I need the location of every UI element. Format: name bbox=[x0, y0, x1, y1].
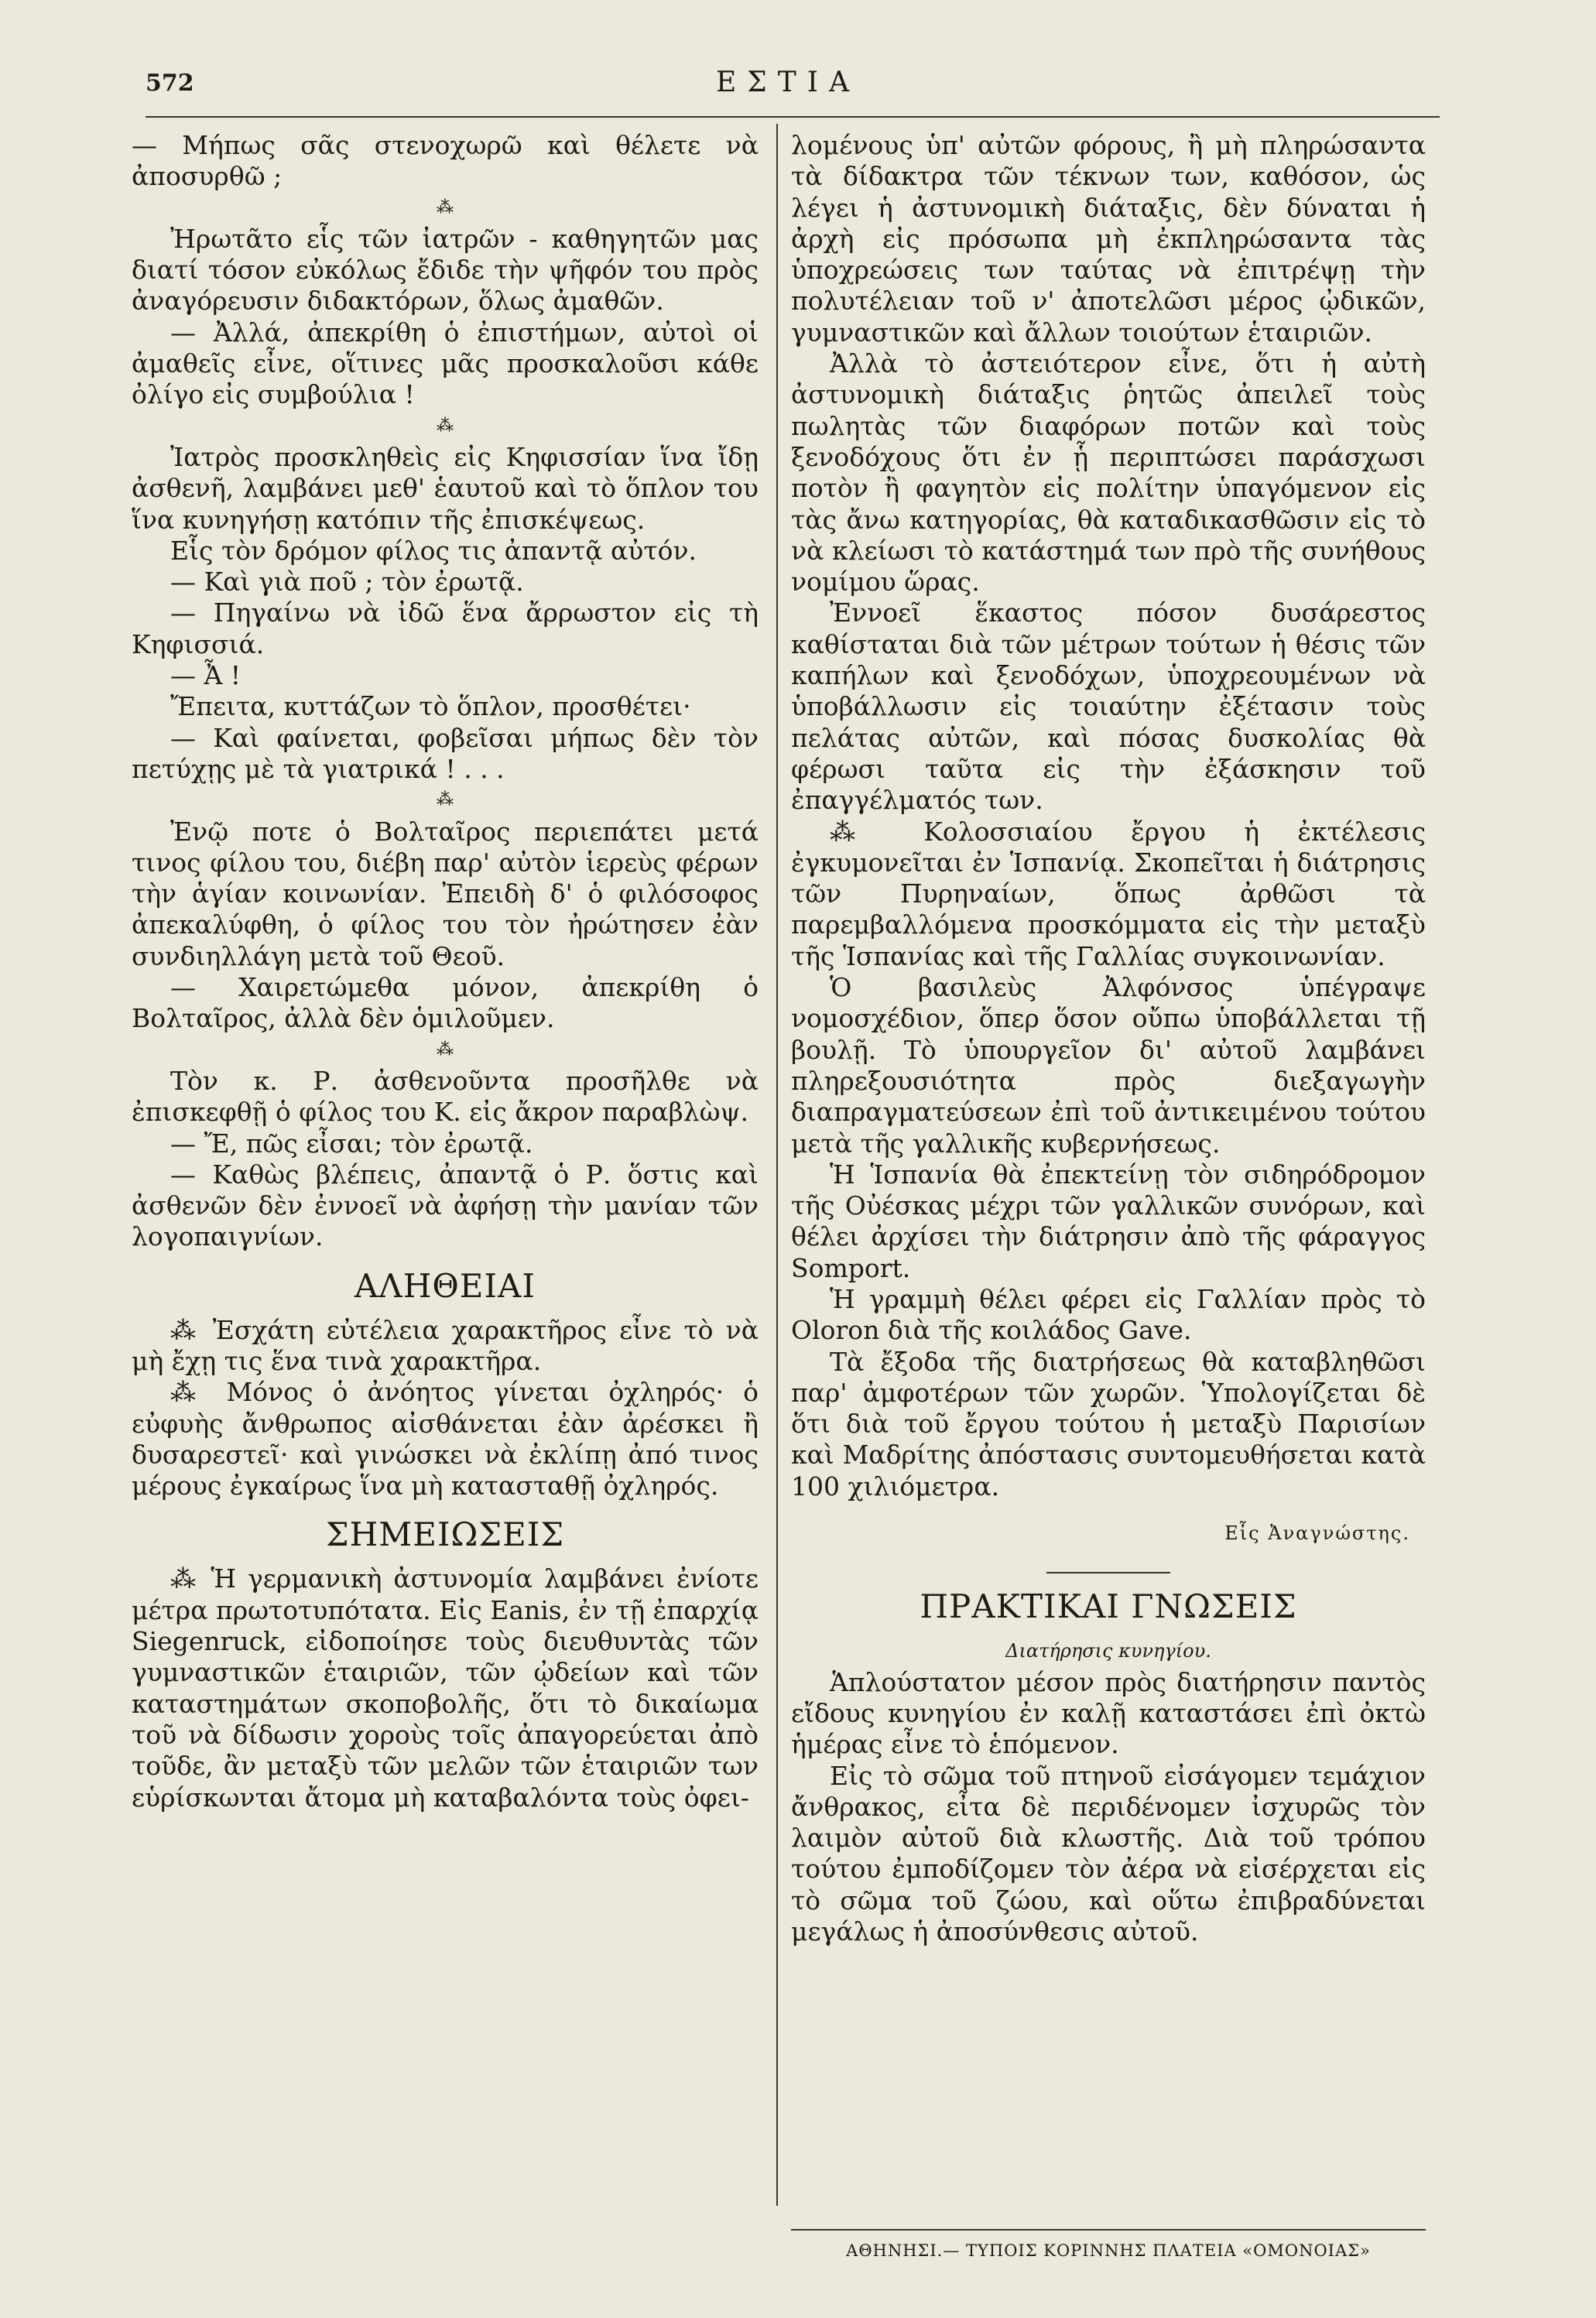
journal-title: ΕΣΤΙΑ bbox=[716, 67, 860, 98]
aphorism-paragraph: ⁂ Ἐσχάτη εὐτέλεια χαρακτῆρος εἶνε τὸ νὰ μὴ ἔχῃ τις ἕνα τινὰ χαρακτῆρα. bbox=[132, 1314, 759, 1376]
anecdote-paragraph: — Μήπως σᾶς στενοχωρῶ καὶ θέλετε νὰ ἀποσυρθῶ ; bbox=[132, 130, 759, 192]
anecdote-paragraph: — Ἆ ! bbox=[170, 660, 241, 691]
column-divider bbox=[776, 124, 778, 2206]
anecdote-paragraph: Τὸν κ. Ρ. ἀσθενοῦντα προσῆλθε νὰ ἐπισκεφθῇ ὁ φίλος του Κ. εἰς ἄκρον παραβλὼψ. bbox=[132, 1065, 759, 1128]
anecdote-paragraph: Ἔπειτα, κυττάζων τὸ ὅπλον, προσθέτει· bbox=[170, 691, 691, 722]
imprint-rule bbox=[791, 2229, 1426, 2231]
anecdote-paragraph: — Καθὼς βλέπεις, ἀπαντᾷ ὁ Ρ. ὅστις καὶ ἀσθενῶν δὲν ἐννοεῖ νὰ ἀφήσῃ τὴν μανίαν τῶν λογοπαιγνίων. bbox=[132, 1159, 759, 1252]
anecdote-paragraph: Ἐνῷ ποτε ὁ Βολταῖρος περιεπάτει μετά τινος φίλου του, διέβη παρ' αὐτὸν ἱερεὺς φέρων τὴν ἁγίαν κοινωνίαν. Ἐπειδὴ δ' ὁ φιλόσοφος ἀπεκαλύφθη, ὁ φίλος του τὸν ἠρώτησεν ἐὰν συνδιηλλάγη μετὰ τοῦ Θεοῦ. bbox=[132, 816, 759, 971]
notes-paragraph: Ἡ Ἱσπανία θὰ ἐπεκτείνῃ τὸν σιδηρόδρομον τῆς Οὐέσκας μέχρι τῶν γαλλικῶν συνόρων, καὶ θέλει ἀρχίσει τὴν διάτρησιν ἀπὸ τῆς φάραγγος Somport. bbox=[791, 1159, 1426, 1283]
simeioseis-heading: ΣΗΜΕΙΩΣΕΙΣ bbox=[325, 1515, 565, 1554]
header-rule bbox=[146, 116, 1440, 118]
anecdote-paragraph: — Καὶ φαίνεται, φοβεῖσαι μήπως δὲν τὸν πετύχῃς μὲ τὰ γιατρικά ! . . . bbox=[132, 722, 759, 784]
printer-imprint: ΑΘΗΝΗΣΙ.— ΤΥΠΟΙΣ ΚΟΡΙΝΝΗΣ ΠΛΑΤΕΙΑ «ΟΜΟΝΟΙΑΣ» bbox=[846, 2241, 1371, 2260]
right-column bbox=[791, 130, 1426, 1947]
anecdote-paragraph: Ἠρωτᾶτο εἷς τῶν ἰατρῶν - καθηγητῶν μας διατί τόσον εὐκόλως ἔδιδε τὴν ψῆφόν του πρὸς ἀναγόρευσιν διδακτόρων, ὅλως ἀμαθῶν. bbox=[132, 223, 759, 317]
notes-paragraph: Ἀλλὰ τὸ ἀστειότερον εἶνε, ὅτι ἡ αὐτὴ ἀστυνομικὴ διάταξις ῥητῶς ἀπειλεῖ τοὺς πωλητὰς τῶν διαφόρων ποτῶν καὶ τοὺς ξενοδόχους ὅτι ἐν ᾗ περιπτώσει παράσχωσι ποτὸν ἢ φαγητὸν εἰς πολίτην ὑπαγόμενον εἰς τὰς ἄνω κατηγορίας, θὰ καταδικασθῶσιν εἰς τὸ νὰ κλείωσι τὸ κατάστημά των πρὸ τῆς συνήθους νομίμου ὥρας. bbox=[791, 348, 1426, 597]
page-header bbox=[146, 62, 1430, 108]
section-separator: ⁂ bbox=[437, 416, 454, 436]
anecdote-paragraph: — Ἀλλά, ἀπεκρίθη ὁ ἐπιστήμων, αὐτοὶ οἱ ἀμαθεῖς εἶνε, οἵτινες μᾶς προσκαλοῦσι κάθε ὀλίγο εἰς συμβούλια ! bbox=[132, 317, 759, 410]
notes-paragraph: λομένους ὑπ' αὐτῶν φόρους, ἢ μὴ πληρώσαντα τὰ δίδακτρα τῶν τέκνων των, καθόσον, ὡς λέγει ἡ ἀστυνομικὴ διάταξις, δὲν δύναται ἡ ἀρχὴ εἰς πρόσωπα μὴ ἐκπληρώσαντα τὰς ὑποχρεώσεις των ταύτας νὰ ἐπιτρέψῃ τὴν πολυτέλειαν τοῦ ν' ἀποτελῶσι μέρος ᾠδικῶν, γυμναστικῶν καὶ ἄλλων τοιούτων ἑταιριῶν. bbox=[791, 130, 1426, 348]
notes-paragraph: Ὁ βασιλεὺς Ἀλφόνσος ὑπέγραψε νομοσχέδιον, ὅπερ ὅσον οὔπω ὑποβάλλεται τῇ βουλῇ. Τὸ ὑπουργεῖον δι' αὐτοῦ λαμβάνει πληρεξουσιότητα πρὸς διεξαγωγὴν διαπραγματεύσεων ἐπὶ τοῦ ἀντικειμένου τούτου μετὰ τῆς γαλλικῆς κυβερνήσεως. bbox=[791, 972, 1426, 1159]
page-number: 572 bbox=[146, 70, 194, 97]
aphorism-paragraph: ⁂ Μόνος ὁ ἀνόητος γίνεται ὀχληρός· ὁ εὐφυὴς ἄνθρωπος αἰσθάνεται ἐὰν ἀρέσκει ἢ δυσαρεστεῖ· καὶ γινώσκει νὰ ἐκλίπῃ ἀπό τινος μέρους ἐγκαίρως ἵνα μὴ κατασταθῇ ὀχληρός. bbox=[132, 1377, 759, 1501]
notes-paragraph: Τὰ ἔξοδα τῆς διατρήσεως θὰ καταβληθῶσι παρ' ἀμφοτέρων τῶν χωρῶν. Ὑπολογίζεται δὲ ὅτι διὰ τοῦ ἔργου τούτου ἡ μεταξὺ Παρισίων καὶ Μαδρίτης ἀπόστασις συντομευθήσεται κατὰ 100 χιλιόμετρα. bbox=[791, 1346, 1426, 1501]
tips-paragraph: Εἰς τὸ σῶμα τοῦ πτηνοῦ εἰσάγομεν τεμάχιον ἄνθρακος, εἶτα δὲ περιδένομεν ἰσχυρῶς τὸν λαιμὸν αὐτοῦ διὰ κλωστῆς. Διὰ τοῦ τρόπου τούτου ἐμποδίζομεν τὸν ἀέρα νὰ εἰσέρχεται εἰς τὸ σῶμα τοῦ ζώου, καὶ οὕτω ἐπιβραδύνεται μεγάλως ἡ ἀποσύνθεσις αὐτοῦ. bbox=[791, 1760, 1426, 1947]
anecdote-paragraph: — Χαιρετώμεθα μόνον, ἀπεκρίθη ὁ Βολταῖρος, ἀλλὰ δὲν ὁμιλοῦμεν. bbox=[132, 972, 759, 1034]
section-separator: ⁂ bbox=[437, 1039, 454, 1060]
notes-paragraph: Ἐννοεῖ ἕκαστος πόσον δυσάρεστος καθίσταται διὰ τῶν μέτρων τούτων ἡ θέσις τῶν καπήλων καὶ ξενοδόχων, ὑποχρεουμένων νὰ ὑποβάλλωσιν εἰς τοιαύτην ἐξέτασιν τοὺς πελάτας αὐτῶν, καὶ πόσας δυσκολίας θὰ φέρωσι ταῦτα εἰς τὴν ἐξάσκησιν τοῦ ἐπαγγέλματός των. bbox=[791, 597, 1426, 816]
section-rule bbox=[1046, 1572, 1170, 1573]
anecdote-paragraph: — Ἔ, πῶς εἶσαι; τὸν ἐρωτᾷ. bbox=[170, 1128, 533, 1159]
aletheiai-heading: ΑΛΗΘΕΙΑΙ bbox=[354, 1266, 536, 1305]
tips-paragraph: Ἁπλούστατον μέσον πρὸς διατήρησιν παντὸς εἴδους κυνηγίου ἐν καλῇ καταστάσει ἐπὶ ὀκτὼ ἡμέρας εἶνε τὸ ἑπόμενον. bbox=[791, 1666, 1426, 1760]
section-separator: ⁂ bbox=[437, 197, 454, 217]
notes-paragraph: ⁂ Ἡ γερμανικὴ ἀστυνομία λαμβάνει ἐνίοτε μέτρα πρωτοτυπότατα. Εἰς Eanis, ἐν τῇ ἐπαρχίᾳ Siegenruck, εἰδοποίησε τοὺς διευθυντὰς τῶν γυμναστικῶν ἑταιριῶν, τῶν ᾠδείων καὶ τῶν καταστημάτων σκοποβολῆς, ὅτι τὸ δικαίωμα τοῦ νὰ δίδωσιν χοροὺς τοῖς ἀπαγορεύεται ἀπὸ τοῦδε, ἂν μεταξὺ τῶν μελῶν τῶν ἑταιριῶν των εὑρίσκωνται ἄτομα μὴ καταβαλόντα τοὺς ὀφει- bbox=[132, 1563, 759, 1813]
notes-paragraph: Ἡ γραμμὴ θέλει φέρει εἰς Γαλλίαν πρὸς τὸ Oloron διὰ τῆς κοιλάδος Gave. bbox=[791, 1283, 1426, 1346]
anecdote-paragraph: Εἷς τὸν δρόμον φίλος τις ἀπαντᾷ αὐτόν. bbox=[170, 535, 697, 566]
praktikai-heading: ΠΡΑΚΤΙΚΑΙ ΓΝΩΣΕΙΣ bbox=[920, 1587, 1297, 1626]
section-separator: ⁂ bbox=[437, 790, 454, 810]
left-column bbox=[132, 130, 759, 1813]
anecdote-paragraph: — Πηγαίνω νὰ ἰδῶ ἕνα ἄρρωστον εἰς τὴ Κηφισσιά. bbox=[132, 597, 759, 659]
praktikai-subheading: Διατήρησις κυνηγίου. bbox=[1005, 1640, 1211, 1662]
notes-paragraph: ⁂ Κολοσσιαίου ἔργου ἡ ἐκτέλεσις ἐγκυμονεῖται ἐν Ἱσπανίᾳ. Σκοπεῖται ἡ διάτρησις τῶν Πυρηναίων, ὅπως ἀρθῶσι τὰ παρεμβαλλόμενα προσκόμματα εἰς τὴν μεταξὺ τῆς Ἱσπανίας καὶ τῆς Γαλλίας συγκοινωνίαν. bbox=[791, 816, 1426, 971]
anecdote-paragraph: Ἰατρὸς προσκληθεὶς εἰς Κηφισσίαν ἵνα ἴδῃ ἀσθενῆ, λαμβάνει μεθ' ἑαυτοῦ καὶ τὸ ὅπλον του ἵνα κυνηγήσῃ κατόπιν τῆς ἐπισκέψεως. bbox=[132, 441, 759, 535]
contributor-signature: Εἷς Ἀναγνώστης. bbox=[1224, 1522, 1410, 1545]
anecdote-paragraph: — Καὶ γιὰ ποῦ ; τὸν ἐρωτᾷ. bbox=[170, 567, 524, 597]
